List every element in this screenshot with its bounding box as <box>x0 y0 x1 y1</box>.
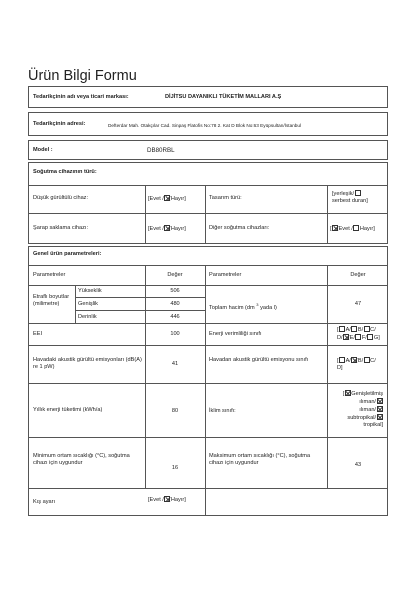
checkbox-checked-icon <box>377 406 383 412</box>
page-title: Ürün Bilgi Formu <box>28 68 137 84</box>
other-cooling-options: [ Evet / Hayır] <box>330 226 375 232</box>
col-value-header: Değer <box>350 272 366 278</box>
divider <box>75 310 205 311</box>
wine-storage-label: Şarap saklama cihazı: <box>33 225 89 231</box>
eei-value: 100 <box>170 331 180 337</box>
min-temp-label: Minimum ortam sıcaklığı (°C), soğutma cihazı için uygundur <box>33 453 130 466</box>
general-parameters-box <box>28 246 388 516</box>
model-value: DB80RBL <box>147 147 175 154</box>
noise-class-options: [ A/ B/ C/ D] <box>337 358 376 371</box>
divider <box>75 297 205 298</box>
checkbox-checked-icon <box>377 414 383 420</box>
checkbox-checked-icon <box>377 398 383 404</box>
depth-label: Derinlik <box>78 314 97 320</box>
supplier-name-value: DİJİTSU DAYANIKLI TÜKETİM MALLARI A.Ş <box>165 94 282 100</box>
width-value: 480 <box>170 301 180 307</box>
checkbox-icon <box>355 190 361 196</box>
max-temp-value: 43 <box>354 462 362 468</box>
winter-setting-options: [Evet / Hayır] <box>148 497 186 503</box>
supplier-address-box <box>28 112 388 136</box>
divider <box>29 345 387 346</box>
divider <box>145 265 146 488</box>
checkbox-checked-icon <box>164 195 170 201</box>
checkbox-checked-icon <box>345 390 351 396</box>
divider <box>29 213 387 214</box>
divider <box>327 185 328 243</box>
checkbox-checked-icon <box>164 225 170 231</box>
divider <box>29 285 387 286</box>
divider <box>29 323 387 324</box>
height-value: 506 <box>170 288 180 294</box>
divider <box>205 185 206 243</box>
low-noise-label: Düşük gürültülü cihaz: <box>33 195 89 201</box>
energy-class-options: [ A/ B/ C/ D/ E/ F/ G] <box>337 327 380 341</box>
depth-value: 446 <box>170 314 180 320</box>
dimensions-label: Etraflı boyutlar (milimetre) <box>33 294 70 307</box>
cooling-type-box <box>28 162 388 244</box>
low-noise-options: [Evet / Hayır] <box>148 196 186 202</box>
height-label: Yükseklik <box>78 288 102 294</box>
checkbox-icon <box>353 225 359 231</box>
checkbox-icon <box>367 334 373 340</box>
checkbox-checked-icon <box>332 225 338 231</box>
checkbox-icon <box>355 334 361 340</box>
wine-storage-options: [Evet / Hayır] <box>148 226 186 232</box>
total-volume-value: 47 <box>354 301 362 307</box>
noise-emission-label: Havadaki akustik gürültü emisyonları (dB(A) re 1 pW) <box>33 357 142 370</box>
checkbox-icon <box>339 326 345 332</box>
checkbox-icon <box>339 357 345 363</box>
model-label: Model : <box>33 147 53 153</box>
divider <box>29 383 387 384</box>
checkbox-icon <box>364 357 370 363</box>
design-type-label: Tasarım türü: <box>209 195 242 201</box>
general-header: Genel ürün parametreleri: <box>33 251 102 257</box>
col-param-header: Parametreler <box>209 272 242 278</box>
checkbox-checked-icon <box>351 357 357 363</box>
divider <box>145 185 146 243</box>
total-volume-label: Toplam hacim (dm $^3$ yada l) <box>209 302 277 311</box>
supplier-name-box <box>28 86 388 108</box>
cooling-type-header: Soğutma cihazının türü: <box>33 169 97 175</box>
col-param-header: Parametreler <box>33 272 66 278</box>
noise-class-label: Havadan akustik gürültü emisyonu sınıfı <box>209 357 309 363</box>
checkbox-icon <box>351 326 357 332</box>
checkbox-checked-icon <box>343 334 349 340</box>
min-temp-value: 16 <box>171 465 179 471</box>
design-type-options: [yerleşik/ serbest duran] <box>332 191 368 204</box>
divider <box>205 265 206 515</box>
winter-setting-label: Kış ayarı <box>33 499 56 505</box>
max-temp-label: Maksimum ortam sıcaklığı (°C), soğutma cihazı için uygundur <box>209 453 311 466</box>
divider <box>29 437 387 438</box>
width-label: Genişlik <box>78 301 98 307</box>
supplier-address-value: Defterdar Mah. Otakçılar Cad. Sinpaş Flatofis No:78 2. Kat D Blok No:63 Eyüpsultan/İstanbul <box>108 122 302 128</box>
climate-class-label: İklim sınıfı: <box>209 408 236 414</box>
divider <box>327 265 328 488</box>
checkbox-icon <box>364 326 370 332</box>
divider <box>75 285 76 323</box>
supplier-address-label: Tedarikçinin adresi: <box>33 121 86 127</box>
energy-class-label: Enerji verimliliği sınıfı <box>209 331 262 337</box>
noise-emission-value: 41 <box>171 361 179 367</box>
climate-class-options: [ Genişletilmiş ılıman/ ılıman/ subtropikal/ tropikal] <box>342 391 383 428</box>
model-box <box>28 140 388 160</box>
other-cooling-label: Diğer soğutma cihazları: <box>209 225 270 231</box>
supplier-name-label: Tedarikçinin adı veya ticari markası: <box>33 94 129 100</box>
annual-energy-label: Yıllık enerji tüketimi (kWh/a) <box>33 407 103 413</box>
divider <box>29 265 387 266</box>
checkbox-checked-icon <box>164 496 170 502</box>
annual-energy-value: 80 <box>171 408 179 414</box>
eei-label: EEI <box>33 331 43 337</box>
divider <box>29 488 387 489</box>
divider <box>29 185 387 186</box>
col-value-header: Değer <box>167 272 183 278</box>
